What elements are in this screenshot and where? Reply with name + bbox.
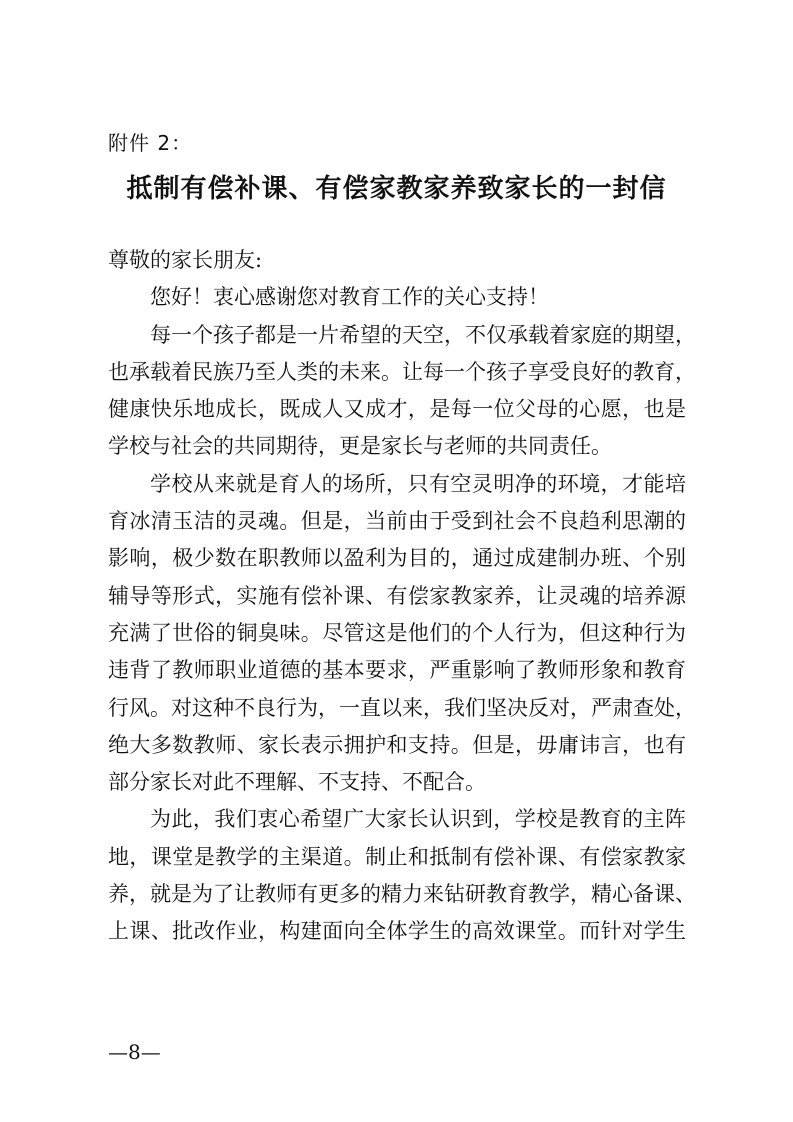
text-line: 地，课堂是教学的主渠道。制止和抵制有偿补课、有偿家教家 [108, 844, 686, 869]
paragraph-3 [108, 801, 696, 950]
text-line: 影响，极少数在职教师以盈利为目的，通过成建制办班、个别 [108, 546, 686, 571]
text-line: 学校从来就是育人的场所，只有空灵明净的环境，才能培 [150, 471, 686, 496]
text-line: 每一个孩子都是一片希望的天空，不仅承载着家庭的期望， [150, 322, 696, 347]
text-line: 为此，我们衷心希望广大家长认识到，学校是教育的主阵 [150, 807, 686, 832]
text-line: 辅导等形式，实施有偿补课、有偿家教家养，让灵魂的培养源 [108, 583, 686, 608]
text-line: 养，就是为了让教师有更多的精力来钻研教育教学，精心备课、 [108, 882, 696, 907]
greeting: 您好！衷心感谢您对教育工作的关心支持！ [150, 285, 549, 310]
text-line: 违背了教师职业道德的基本要求，严重影响了教师形象和教育 [108, 658, 686, 683]
text-line: 学校与社会的共同期待，更是家长与老师的共同责任。 [108, 434, 612, 459]
text-line: 部分家长对此不理解、不支持、不配合。 [108, 770, 486, 795]
salutation: 尊敬的家长朋友: [108, 248, 263, 272]
paragraph-1 [108, 317, 696, 466]
text-line: 上课、批改作业，构建面向全体学生的高效课堂。而针对学生 [108, 919, 686, 944]
letter-body [108, 242, 696, 951]
text-line: 行风。对这种不良行为，一直以来，我们坚决反对，严肃查处， [108, 695, 696, 720]
text-line: 也承载着民族乃至人类的未来。让每一个孩子享受良好的教育， [108, 359, 696, 384]
text-line: 充满了世俗的铜臭味。尽管这是他们的个人行为，但这种行为 [108, 620, 686, 645]
text-line: 健康快乐地成长，既成人又成才，是每一位父母的心愿，也是 [108, 397, 686, 422]
text-line: 育冰清玉洁的灵魂。但是，当前由于受到社会不良趋利思潮的 [108, 509, 686, 534]
page-number: —8— [108, 1040, 161, 1064]
letter-title: 抵制有偿补课、有偿家教家养致家长的一封信 [126, 174, 667, 204]
paragraph-2 [108, 466, 696, 802]
text-line: 绝大多数教师、家长表示拥护和支持。但是，毋庸讳言，也有 [108, 732, 686, 757]
attachment-label: 附件 2： [108, 131, 193, 155]
